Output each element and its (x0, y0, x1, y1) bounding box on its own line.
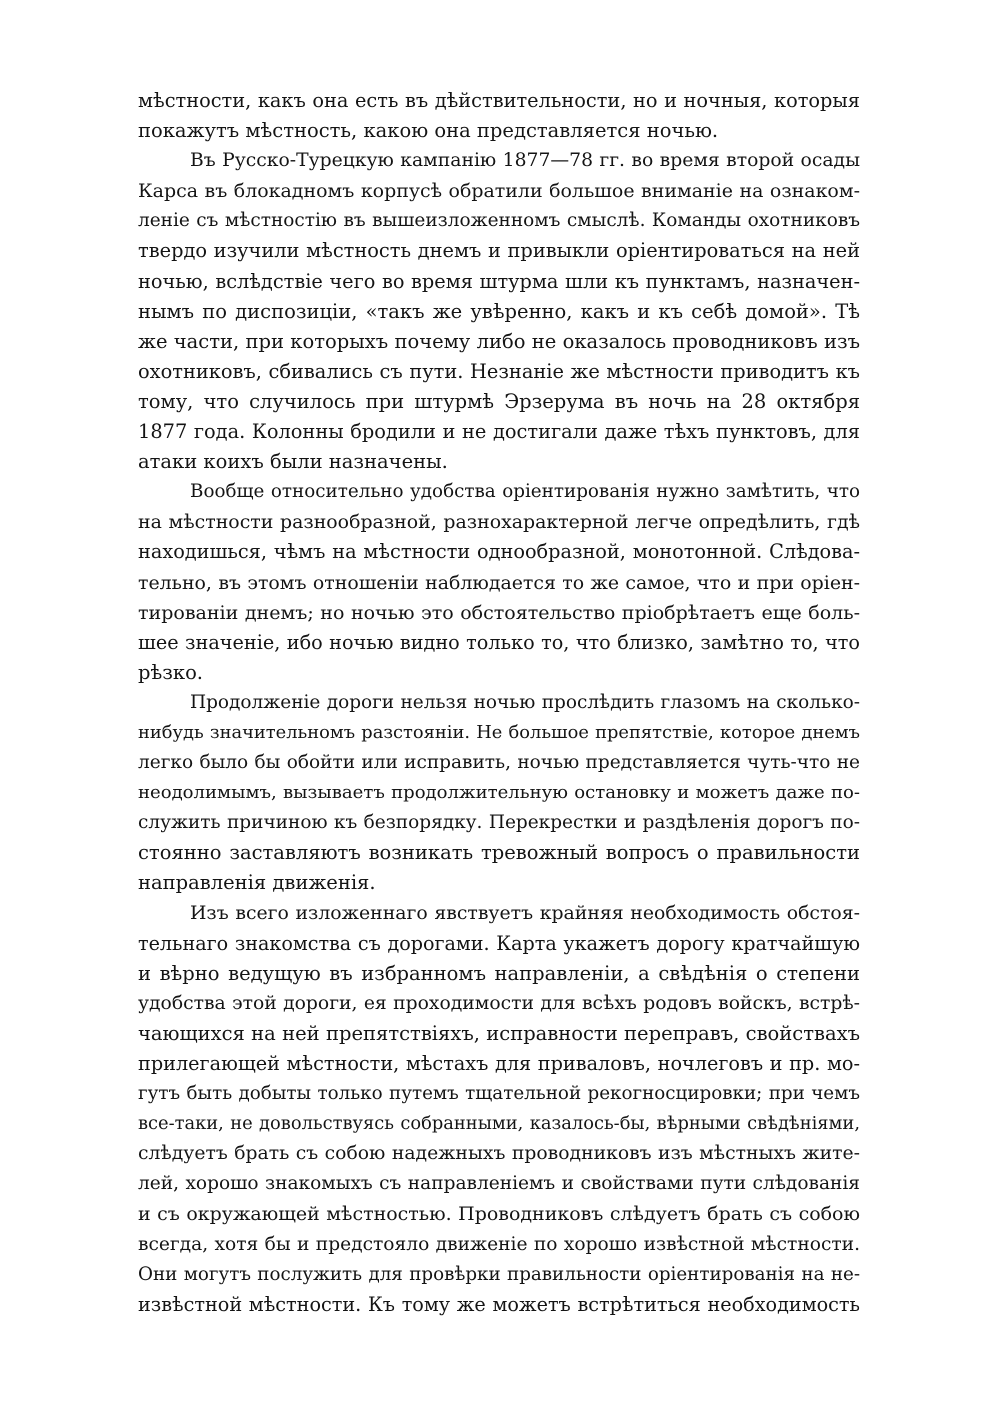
text-line: тельнаго знакомства съ дорогами. Карта укажетъ дорогу кратчайшую (138, 931, 860, 955)
text-line: леніе съ мѣстностію въ вышеизложенномъ смыслѣ. Команды охотниковъ (138, 210, 860, 232)
text-line: находишься, чѣмъ на мѣстности однообразной, монотонной. Слѣдова- (138, 540, 860, 564)
text-line: ночью, вслѣдствіе чего во время штурма шли къ пунктамъ, назначен- (138, 269, 860, 293)
text-line: рѣзко. (138, 660, 204, 684)
text-line: легко было бы обойти или исправить, ночью представляется чуть-что не (138, 752, 860, 774)
text-line: и вѣрно ведущую въ избранномъ направленіи, а свѣдѣнія о степени (138, 961, 860, 985)
text-line: всегда, хотя бы и предстояло движеніе по хорошо извѣстной мѣстности. (138, 1233, 860, 1255)
text-line: лей, хорошо знакомыхъ съ направленіемъ и свойствами пути слѣдованія (138, 1173, 860, 1195)
text-line: покажутъ мѣстность, какою она представляется ночью. (138, 119, 719, 143)
paragraph-first-line: Продолженіе дороги нельзя ночью прослѣдить глазомъ на сколько- (190, 691, 860, 713)
text-line: на мѣстности разнообразной, разнохарактерной легче опредѣлить, гдѣ (138, 511, 860, 534)
document-page (138, 86, 860, 1320)
text-line: мѣстности, какъ она есть въ дѣйствительности, но и ночныя, которыя (138, 89, 860, 112)
text-line: удобства этой дороги, ея проходимости для всѣхъ родовъ войскъ, встрѣ- (138, 992, 860, 1014)
text-line: твердо изучили мѣстность днемъ и привыкли оріентироваться на ней (138, 239, 860, 263)
text-line: чающихся на ней препятствіяхъ, исправности переправъ, свойствахъ (138, 1021, 860, 1045)
text-line: прилегающей мѣстности, мѣстахъ для приваловъ, ночлеговъ и пр. мо- (138, 1052, 860, 1075)
text-line: атаки коихъ были назначены. (138, 450, 448, 474)
text-line: и съ окружающей мѣстностью. Проводниковъ слѣдуетъ брать съ собою (138, 1203, 860, 1226)
text-line: Карса въ блокадномъ корпусѣ обратили большое вниманіе на ознаком- (138, 180, 860, 203)
text-line: нибудь значительномъ разстояніи. Не большое препятствіе, которое днемъ (138, 721, 860, 743)
text-line: служить причиною къ безпорядку. Перекрестки и раздѣленія дорогъ по- (138, 812, 860, 834)
text-line: неодолимымъ, вызываетъ продолжительную остановку и можетъ даже по- (138, 782, 860, 804)
text-line: Они могутъ послужить для провѣрки правильности оріентированія на не- (138, 1263, 860, 1285)
text-line: тому, что случилось при штурмѣ Эрзерума въ ночь на 28 октября (138, 389, 860, 413)
text-line: извѣстной мѣстности. Къ тому же можетъ встрѣтиться необходимость (138, 1292, 860, 1316)
paragraph-first-line: Вообще относительно удобства оріентированія нужно замѣтить, что (190, 481, 860, 503)
paragraph-first-line: Въ Русско-Турецкую кампанію 1877—78 гг. во время второй осады (190, 150, 860, 172)
text-line: охотниковъ, сбивались съ пути. Незнаніе же мѣстности приводитъ къ (138, 359, 860, 383)
text-line: все-таки, не довольствуясь собранными, казалось-бы, вѣрными свѣдѣніями, (138, 1113, 860, 1135)
text-line: нымъ по диспозиціи, «такъ же увѣренно, какъ и къ себѣ домой». Тѣ (138, 299, 860, 323)
paragraph-first-line: Изъ всего изложеннаго явствуетъ крайняя необходимость обстоя- (190, 902, 860, 924)
text-line: направленія движенія. (138, 871, 376, 895)
text-line: гутъ быть добыты только путемъ тщательной рекогносцировки; при чемъ (138, 1083, 860, 1105)
text-line: 1877 года. Колонны бродили и не достигали даже тѣхъ пунктовъ, для (138, 420, 860, 444)
text-line: стоянно заставляютъ возникать тревожный вопросъ о правильности (138, 841, 860, 865)
text-line: шее значеніе, ибо ночью видно только то, что близко, замѣтно то, что (138, 630, 860, 654)
text-line: тельно, въ этомъ отношеніи наблюдается то же самое, что и при оріен- (138, 571, 860, 594)
text-line: слѣдуетъ брать съ собою надежныхъ проводниковъ изъ мѣстныхъ жите- (138, 1143, 860, 1165)
text-line: тированіи днемъ; но ночью это обстоятельство пріобрѣтаетъ еще боль- (138, 601, 860, 624)
text-line: же части, при которыхъ почему либо не оказалось проводниковъ изъ (138, 329, 860, 353)
